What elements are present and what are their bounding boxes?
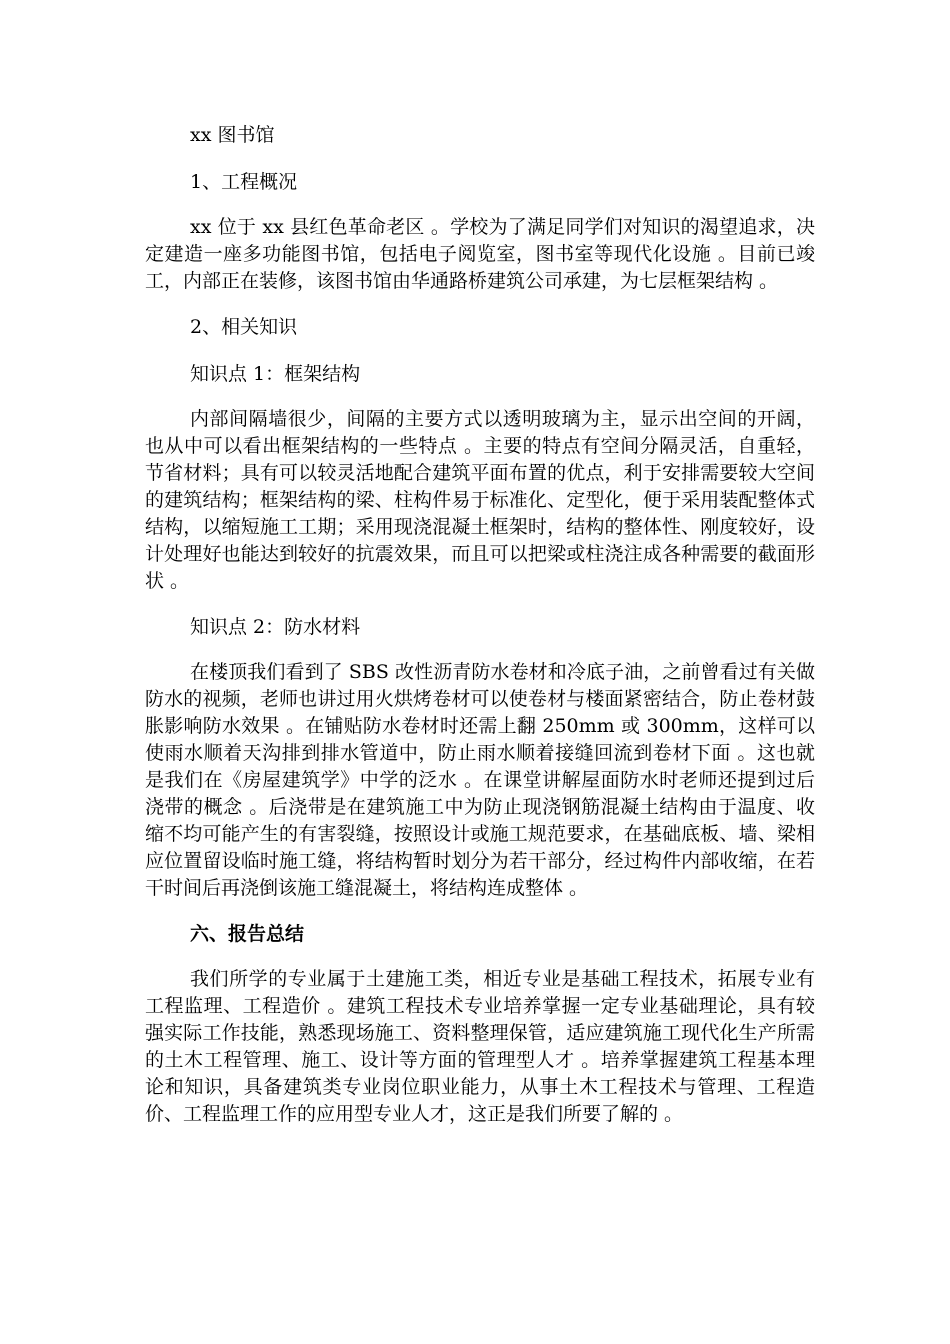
knowledge-point-1-paragraph: 内部间隔墙很少，间隔的主要方式以透明玻璃为主，显示出空间的开阔，也从中可以看出框架结构的一些特点 。主要的特点有空间分隔灵活，自重轻，节省材料；具有可以较灵活地配合建筑平面布置的优点，利于安排需要较大空间的建筑结构；框架结构的梁、柱构件易于标准化、定型化，便于采用装配整体式结构，以缩短施工工期；采用现浇混凝土框架时，结构的整体性、刚度较好，设计处理好也能达到较好的抗震效果，而且可以把梁或柱浇注成各种需要的截面形状 。 <box>145 408 815 592</box>
knowledge-point-1-heading: 知识点 1：框架结构 <box>190 363 361 385</box>
knowledge-point-2-paragraph: 在楼顶我们看到了 SBS 改性沥青防水卷材和冷底子油，之前曾看过有关做防水的视频，老师也讲过用火烘烤卷材可以使卷材与楼面紧密结合，防止卷材鼓胀影响防水效果 。在铺贴防水卷材时还需上翻 250mm 或 300mm，这样可以使雨水顺着天沟排到排水管道中，防止雨水顺着接缝回流到卷材下面 。这也就是我们在《房屋建筑学》中学的泛水 。在课堂讲解屋面防水时老师还提到过后浇带的概念 。后浇带是在建筑施工中为防止现浇钢筋混凝土结构由于温度、收缩不均可能产生的有害裂缝，按照设计或施工规范要求，在基础底板、墙、梁相应位置留设临时施工缝，将结构暂时划分为若干部分，经过构件内部收缩，在若干时间后再浇倒该施工缝混凝土，将结构连成整体 。 <box>145 661 815 899</box>
summary-heading: 六、报告总结 <box>190 923 305 945</box>
section-1-heading: 1、工程概况 <box>190 171 298 193</box>
document-title: xx 图书馆 <box>190 124 275 146</box>
section-1-paragraph: xx 位于 xx 县红色革命老区 。学校为了满足同学们对知识的渴望追求，决定建造一座多功能图书馆，包括电子阅览室，图书室等现代化设施 。目前已竣工，内部正在装修，该图书馆由华通路桥建筑公司承建，为七层框架结构 。 <box>145 216 815 292</box>
summary-paragraph: 我们所学的专业属于土建施工类，相近专业是基础工程技术，拓展专业有工程监理、工程造价 。建筑工程技术专业培养掌握一定专业基础理论，具有较强实际工作技能，熟悉现场施工、资料整理保管，适应建筑施工现代化生产所需的土木工程管理、施工、设计等方面的管理型人才 。培养掌握建筑工程基本理论和知识，具备建筑类专业岗位职业能力，从事土木工程技术与管理、工程造价、工程监理工作的应用型专业人才，这正是我们所要了解的 。 <box>145 968 815 1125</box>
document-page <box>145 120 815 1145</box>
knowledge-point-2-heading: 知识点 2：防水材料 <box>190 616 361 638</box>
section-2-heading: 2、相关知识 <box>190 316 298 338</box>
